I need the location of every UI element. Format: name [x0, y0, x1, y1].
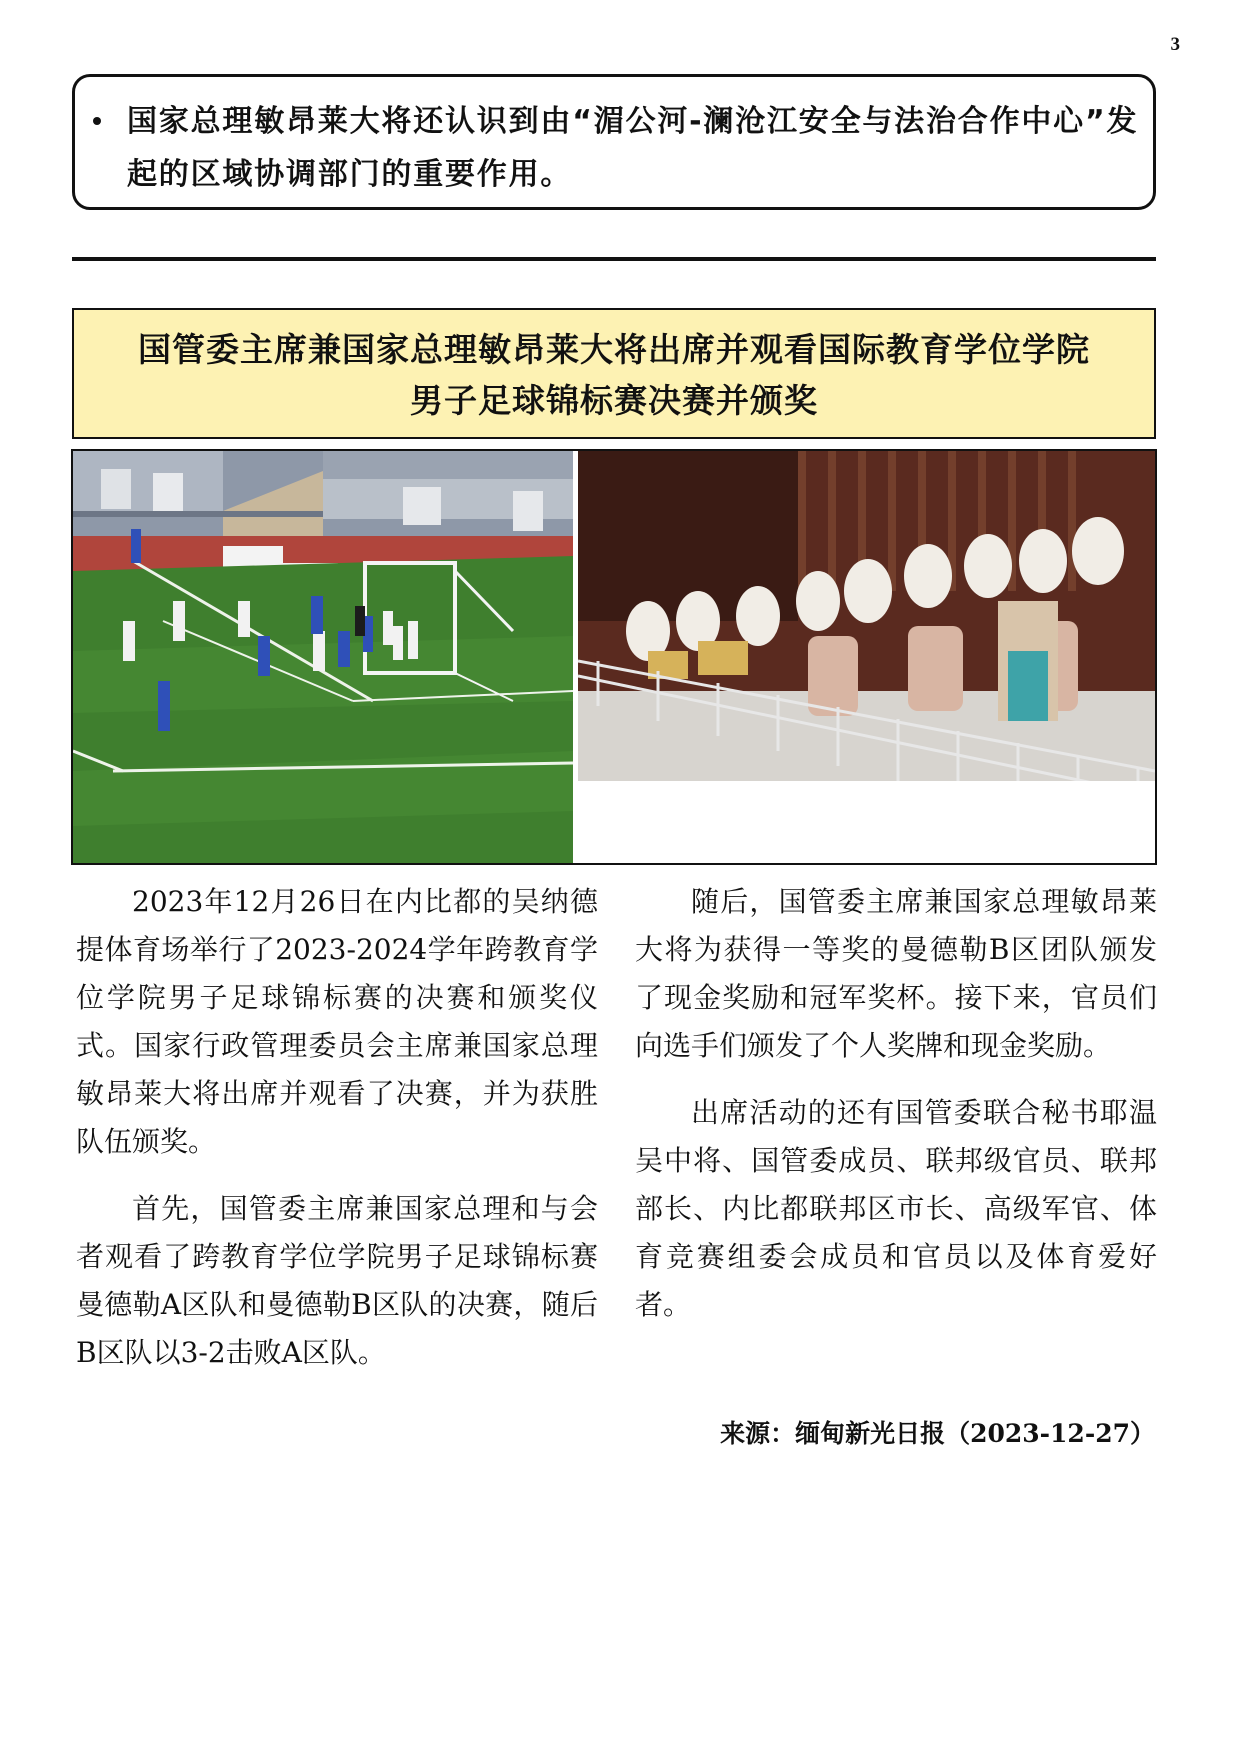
bullet-icon [93, 117, 101, 125]
article-column-left [76, 878, 598, 1377]
headline-line-2: 男子足球锦标赛决赛并颁奖 [410, 381, 818, 420]
photo-frame [71, 449, 1157, 865]
article-paragraph: 随后，国管委主席兼国家总理敏昂莱大将为获得一等奖的曼德勒B区团队颁发了现金奖励和冠军奖杯。接下来，官员们向选手们颁发了个人奖牌和现金奖励。 [635, 885, 1157, 1062]
article-source: 来源：缅甸新光日报（2023-12-27） [720, 1419, 1155, 1448]
article-paragraph: 出席活动的还有国管委联合秘书耶温吴中将、国管委成员、联邦级官员、联邦部长、内比都联邦区市长、高级军官、体育竞赛组委会成员和官员以及体育爱好者。 [635, 1096, 1157, 1321]
article-column-right [635, 878, 1157, 1329]
headline-box [72, 308, 1156, 439]
headline-line-1: 国管委主席兼国家总理敏昂莱大将出席并观看国际教育学位学院 [138, 330, 1090, 369]
section-divider [72, 257, 1156, 261]
officials-audience-photo [578, 451, 1155, 863]
article-headline [74, 324, 1154, 426]
callout-box [72, 74, 1156, 210]
callout-text: 国家总理敏昂莱大将还认识到由“湄公河-澜沧江安全与法治合作中心”发起的区域协调部门的重要作用。 [127, 104, 1139, 192]
article-paragraph: 2023年12月26日在内比都的吴纳德提体育场举行了2023-2024学年跨教育学位学院男子足球锦标赛的决赛和颁奖仪式。国家行政管理委员会主席兼国家总理敏昂莱大将出席并观看了决赛，并为获胜队伍颁奖。 [76, 885, 598, 1158]
article-paragraph: 首先，国管委主席兼国家总理和与会者观看了跨教育学位学院男子足球锦标赛曼德勒A区队和曼德勒B区队的决赛，随后B区队以3-2击败A区队。 [76, 1192, 598, 1369]
page-number: 3 [1170, 34, 1180, 55]
football-match-photo [73, 451, 573, 863]
